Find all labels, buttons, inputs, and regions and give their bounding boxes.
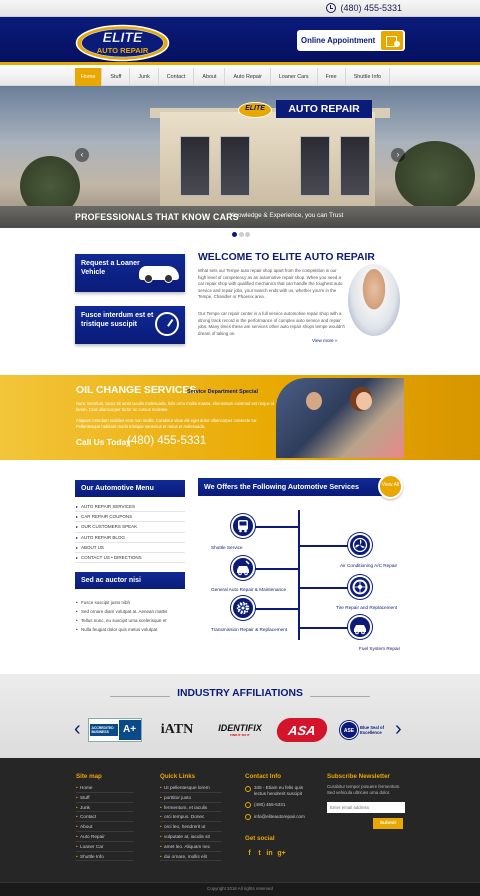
identifix-main: IDENTIFIX <box>218 723 262 733</box>
googleplus-icon[interactable]: g+ <box>277 850 286 857</box>
slider-dot[interactable] <box>239 232 244 237</box>
asa-logo[interactable]: ASA <box>275 718 328 742</box>
timeline-connector <box>255 568 298 570</box>
service-transmission[interactable] <box>231 596 255 620</box>
menu-item[interactable]: ▸ CAR REPAIR COUPONS <box>75 512 185 522</box>
car-repair-icon <box>233 558 253 578</box>
car-icon <box>139 266 179 280</box>
menu-item[interactable]: ▸ CONTACT US • DIRECTIONS <box>75 553 185 563</box>
service-label[interactable]: Transmission Repair & Replacement <box>211 627 288 632</box>
oil-subtitle: Service Department Special <box>187 389 259 395</box>
nav-item-contact[interactable]: Contact <box>159 68 195 86</box>
menu-item[interactable]: ▸ ABOUT US <box>75 543 185 553</box>
quick-link[interactable]: • vulputate at, iaculis sit <box>160 832 222 842</box>
nav-item-junk[interactable]: Junk <box>130 68 158 86</box>
logo-sub: AUTO REPAIR <box>96 46 149 55</box>
welcome-paragraph: Our Tempe car repair center is a full service automotive repair shop with a strong track record in the performance of complex auto service and repair jobs. Many times these are services other auto repair shops tempe wouldn't dream of taking on. <box>198 311 345 336</box>
service-label[interactable]: Tire Repair and Replacement <box>336 605 398 610</box>
slider-dot[interactable] <box>245 232 250 237</box>
list-item: • Nulla feugiat dolor quis metus volutpat <box>75 625 185 634</box>
automotive-menu <box>75 502 185 563</box>
welcome-paragraph: What sets our Tempe auto repair shop apart from the competition is our high level of competency as an automotive repair shop. When you need a car repair shop with qualified mechanics that can handle the toughest auto service and repair jobs, your search ends with us, whether you're in the Tempe, Chandler or Phoenix area. <box>198 268 343 300</box>
service-shuttle[interactable] <box>231 514 255 538</box>
phone-icon <box>245 802 251 808</box>
ase-logo[interactable] <box>340 718 390 742</box>
timeline-connector <box>255 526 298 528</box>
location-icon <box>245 786 251 792</box>
email-icon <box>245 814 251 820</box>
site-logo[interactable] <box>75 24 170 62</box>
menu-item[interactable]: ▸ AUTO REPAIR SERVICES <box>75 502 185 512</box>
service-label[interactable]: General Auto Repair & Maintenance <box>211 587 287 592</box>
promo-label: Request a Loaner Vehicle <box>81 260 140 276</box>
call-label: Call Us Today <box>76 437 131 447</box>
quick-link[interactable]: • dui ornare, mollis elit <box>160 852 222 862</box>
contact-phone[interactable]: (480) 455-5331 <box>254 802 286 807</box>
view-all-button[interactable]: View All <box>378 474 403 499</box>
bus-icon <box>233 516 253 536</box>
service-general[interactable] <box>231 556 255 580</box>
service-label[interactable]: Air Conditioning A/C Repair <box>340 563 398 568</box>
sed-list <box>75 598 185 634</box>
nav-list <box>75 68 390 86</box>
quick-link[interactable]: • fermentum, et iaculis <box>160 803 222 813</box>
iatn-logo[interactable]: iATN <box>160 722 194 737</box>
services-timeline <box>298 510 300 640</box>
nav-item-shuttle-info[interactable]: Shuttle Info <box>346 68 390 86</box>
promo-label: Fusce interdum est et tristique suscipit <box>81 312 154 328</box>
bbb-sub: ACCREDITED BUSINESS <box>90 724 118 736</box>
timeline-connector <box>255 608 298 610</box>
slider-next-button[interactable]: › <box>391 148 405 162</box>
newsletter-submit-button[interactable]: Submit <box>373 818 403 829</box>
garage-door <box>300 136 330 196</box>
nav-item-free[interactable]: Free <box>318 68 346 86</box>
sitemap-link[interactable]: • Home <box>76 783 134 793</box>
garage-door <box>180 136 210 196</box>
slider-caption: PROFESSIONALS THAT KNOW CARS <box>75 212 239 222</box>
fan-icon <box>350 535 370 555</box>
service-label[interactable]: Fuel System Repair <box>359 646 401 651</box>
slider-prev-button[interactable]: ‹ <box>75 148 89 162</box>
garage-door <box>340 136 370 196</box>
main-nav <box>0 68 480 86</box>
nav-item-loaner-cars[interactable]: Loaner Cars <box>271 68 318 86</box>
slider-dots <box>232 232 250 237</box>
identifix-sub: FIND IT FIX IT <box>230 733 250 737</box>
services-heading: We Offers the Following Automotive Services <box>198 478 386 496</box>
sitemap-list <box>76 783 134 861</box>
service-tire[interactable] <box>348 575 372 599</box>
call-number[interactable]: (480) 455-5331 <box>127 434 207 447</box>
sitemap-link[interactable]: • Shuttle Info <box>76 852 134 862</box>
newsletter-email-input[interactable] <box>327 802 405 813</box>
timeline-connector <box>300 587 348 589</box>
speedometer-icon <box>155 312 179 336</box>
timeline-connector <box>300 545 348 547</box>
affiliations-next-button[interactable]: › <box>395 718 402 740</box>
quick-link[interactable]: • porttitor justo <box>160 793 222 803</box>
mechanic-photo <box>276 378 404 458</box>
bbb-grade: A+ <box>119 720 141 740</box>
fuel-icon <box>350 617 370 637</box>
affiliations-title: INDUSTRY AFFILIATIONS <box>177 688 303 699</box>
fusce-promo[interactable] <box>75 306 185 344</box>
menu-heading: Our Automotive Menu <box>75 480 185 497</box>
online-appointment-button[interactable] <box>297 30 405 51</box>
social-heading: Get social <box>245 835 275 842</box>
logo-word: ELITE <box>102 29 143 45</box>
clock-icon <box>326 3 336 13</box>
contact-heading: Contact Info <box>245 773 282 780</box>
loaner-vehicle-promo[interactable] <box>75 254 185 292</box>
welcome-title: WELCOME TO ELITE AUTO REPAIR <box>198 252 375 263</box>
timeline-connector <box>300 627 348 629</box>
affiliations-band <box>0 674 480 758</box>
nav-item-stuff[interactable]: Stuff <box>102 68 130 86</box>
menu-item[interactable]: ▸ OUR CUSTOMERS SPEAK <box>75 522 185 532</box>
list-item: • Sed ornare diam volutpat at. Aenean mattis <box>75 607 185 616</box>
nav-item-about[interactable]: About <box>194 68 225 86</box>
view-more-link[interactable]: View more » <box>312 338 338 343</box>
sitemap-link[interactable]: • Contact <box>76 812 134 822</box>
facebook-icon[interactable]: f <box>248 850 251 857</box>
linkedin-icon[interactable]: in <box>266 850 273 857</box>
identifix-logo[interactable] <box>215 718 265 742</box>
top-bar <box>0 0 480 17</box>
newsletter-text: Curabitur tempor posuere fermentum. Sed vehicula ultricies urna dolor. <box>327 784 401 795</box>
top-phone-number: (480) 455-5331 <box>340 3 402 13</box>
quick-links-heading: Quick Links <box>160 773 196 780</box>
gear-icon <box>233 598 253 618</box>
bbb-logo[interactable] <box>88 718 142 742</box>
online-appointment-label: Online Appointment <box>301 36 376 45</box>
copyright: Copyright 2016 All rights reserved <box>0 882 480 896</box>
ase-sub: Blue Seal of Excellence <box>360 725 384 735</box>
hero-slider <box>0 86 480 228</box>
calendar-icon <box>381 31 403 50</box>
service-label[interactable]: Shuttle Service <box>211 545 243 550</box>
owner-portrait <box>348 264 400 336</box>
twitter-icon[interactable]: t <box>258 850 261 857</box>
building-sign-auto: AUTO REPAIR <box>276 100 372 118</box>
oil-title: OIL CHANGE SERVICES <box>76 385 197 396</box>
quick-link[interactable]: • Ut pellentesque lorem <box>160 783 222 793</box>
affiliations-prev-button[interactable]: ‹ <box>74 718 81 740</box>
slider-subcaption: Knowledge & Experience, you can Trust <box>230 212 344 219</box>
ase-seal: ASE <box>340 721 358 739</box>
garage-door <box>220 136 250 196</box>
sitemap-link[interactable]: • Junk <box>76 803 134 813</box>
list-item: • Tellus nunc, eu suscipit urna scelerisque et <box>75 616 185 625</box>
tree-shape <box>395 141 475 211</box>
contact-address: 345 - Etiam eu felis quis lectus hendrerit suscipit <box>254 785 304 796</box>
oil-paragraph: Nunc interdum, lacus sit amet iaculis malesuada, felis urna mollis massa, elementum euismod est neque id lorem. Cras ullamcorper tortor ac cursus molestie. <box>76 401 275 412</box>
nav-item-home[interactable]: Home <box>75 68 102 86</box>
building-sign-elite: ELITE <box>238 102 272 118</box>
service-ac[interactable] <box>348 533 372 557</box>
quick-link[interactable]: • orci tempus. Donec <box>160 812 222 822</box>
sitemap-link[interactable]: • Loaner Car <box>76 842 134 852</box>
contact-email[interactable]: info@eliteautorepair.com <box>254 814 305 819</box>
footer <box>0 758 480 882</box>
sed-heading: Sed ac auctor nisi <box>75 572 185 589</box>
sitemap-link[interactable]: • Stuff <box>76 793 134 803</box>
slider-dot[interactable] <box>232 232 237 237</box>
menu-item[interactable]: ▸ AUTO REPAIR BLOG <box>75 533 185 543</box>
quick-link[interactable]: • amet leo. Aliquam nec <box>160 842 222 852</box>
sitemap-link[interactable]: • Auto Repair <box>76 832 134 842</box>
tire-icon <box>350 577 370 597</box>
sitemap-link[interactable]: • About <box>76 822 134 832</box>
header <box>0 17 480 65</box>
service-fuel[interactable] <box>348 615 372 639</box>
quick-links-list <box>160 783 222 861</box>
nav-item-auto-repair[interactable]: Auto Repair <box>225 68 270 86</box>
oil-paragraph: Aliquam interdum sodales eros non mollis. Curabitur vitae elit eget dolor ullamcorper consecte tur. Pellentesque habitant morbi tristique senectus et netus et malesuada. <box>76 418 258 429</box>
list-item: • Fusce suscipit justo nibh <box>75 598 185 607</box>
sitemap-heading: Site map <box>76 773 102 780</box>
newsletter-heading: Subscribe Newsletter <box>327 773 390 780</box>
quick-link[interactable]: • orci leo, hendrerit ut <box>160 822 222 832</box>
top-phone[interactable] <box>326 3 402 13</box>
